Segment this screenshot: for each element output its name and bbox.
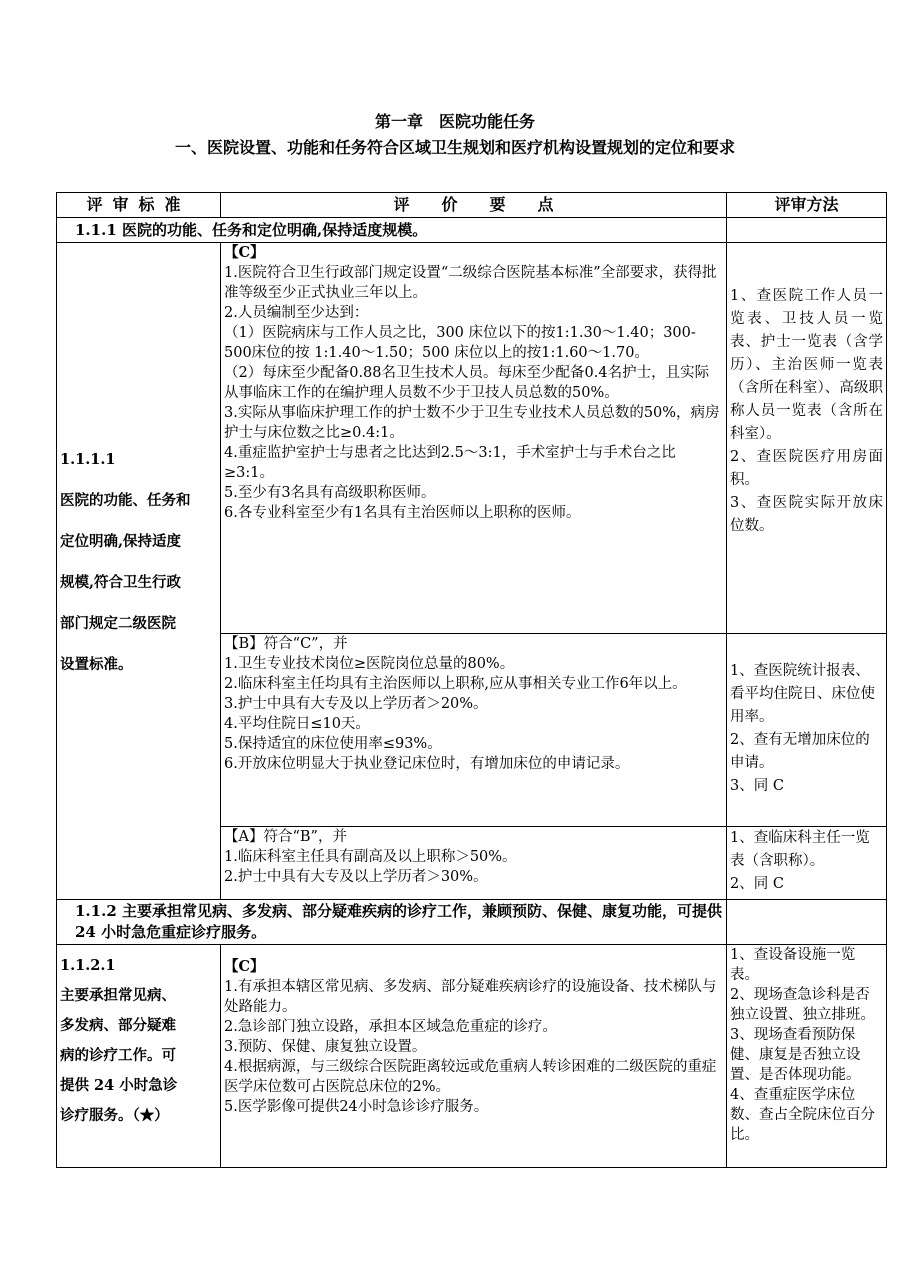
header-standard: 评审标准 <box>57 193 221 218</box>
standard-code: 1.1.1.1 <box>60 451 116 468</box>
section-heading-1-1-1: 1.1.1 医院的功能、任务和定位明确,保持适度规模。 <box>57 218 727 243</box>
review-table <box>56 192 887 1168</box>
list-item: 5.保持适宜的床位使用率≤93%。 <box>224 736 442 752</box>
section-heading-1-1-2: 1.1.2 主要承担常见病、多发病、部分疑难疾病的诊疗工作，兼顾预防、保健、康复功能，可提供 24 小时急危重症诊疗服务。 <box>57 900 727 945</box>
section-title: 一、医院设置、功能和任务符合区域卫生规划和医疗机构设置规划的定位和要求 <box>174 138 735 157</box>
list-item: 5.至少有3名具有高级职称医师。 <box>224 485 436 501</box>
grade-title: 【B】符合“C”，并 <box>224 636 348 652</box>
header-method: 评审方法 <box>727 193 887 218</box>
list-item: 3.实际从事临床护理工作的护士数不少于卫生专业技术人员总数的50%，病房护士与床位数之比≥0.4:1。 <box>224 405 720 441</box>
standard-line: 提供 24 小时急诊 <box>60 1077 178 1094</box>
grade-c-points <box>221 243 727 634</box>
standard-1-1-2-1 <box>57 945 221 1168</box>
standard-line: 主要承担常见病、 <box>60 987 176 1004</box>
chapter-title: 第一章 医院功能任务 <box>374 112 535 131</box>
list-item: 1.临床科室主任具有副高及以上职称＞50%。 <box>224 849 517 865</box>
list-item: 2.急诊部门独立设路，承担本区域急危重症的诊疗。 <box>224 1019 557 1035</box>
grade-b-method: 1、查医院统计报表、看平均住院日、床位使用率。 2、查有无增加床位的申请。 3、同 C <box>727 634 887 827</box>
table-header-row <box>57 193 887 218</box>
list-item: 5.医学影像可提供24小时急诊诊疗服务。 <box>224 1099 489 1115</box>
list-item: 2.护士中具有大专及以上学历者＞30%。 <box>224 869 488 885</box>
list-item: （1）医院病床与工作人员之比，300 床位以下的按1:1.30～1.40；300-500床位的按 1:1.40～1.50；500 床位以上的按1:1.60～1.70。 <box>224 325 696 361</box>
grade-title: 【C】 <box>224 958 265 975</box>
standard-line: 规模,符合卫生行政 <box>60 574 182 591</box>
list-item: 6.开放床位明显大于执业登记床位时，有增加床位的申请记录。 <box>224 756 630 772</box>
list-item: 6.各专业科室至少有1名具有主治医师以上职称的医师。 <box>224 505 581 521</box>
standard-line: 定位明确,保持适度 <box>60 533 182 550</box>
section-heading-empty <box>727 900 887 945</box>
header-points: 评 价 要 点 <box>221 193 727 218</box>
standard-line: 部门规定二级医院 <box>60 615 176 632</box>
table-row <box>57 243 887 634</box>
grade-b-points <box>221 634 727 827</box>
section-row-1 <box>57 218 887 243</box>
list-item: 3.预防、保健、康复独立设置。 <box>224 1039 427 1055</box>
standard-line: 诊疗服务。（★） <box>60 1107 169 1124</box>
list-item: 2.临床科室主任均具有主治医师以上职称,应从事相关专业工作6年以上。 <box>224 676 687 692</box>
standard-line: 医院的功能、任务和 <box>60 492 191 509</box>
standard-1-1-1-1 <box>57 243 221 900</box>
standard-line: 多发病、部分疑难 <box>60 1017 176 1034</box>
grade-a-method: 1、查临床科主任一览表（含职称）。 2、同 C <box>727 827 887 900</box>
section-heading-empty <box>727 218 887 243</box>
list-item: 4.重症监护室护士与患者之比达到2.5～3:1，手术室护士与手术台之比≥3:1。 <box>224 445 676 481</box>
list-item: 1.医院符合卫生行政部门规定设置“二级综合医院基本标准”全部要求，获得批准等级至少正式执业三年以上。 <box>224 265 717 301</box>
list-item: 4.根据病源，与三级综合医院距离较远或危重病人转诊困难的二级医院的重症医学床位数可占医院总床位的2%。 <box>224 1059 717 1095</box>
grade-c2-points <box>221 945 727 1168</box>
standard-line: 病的诊疗工作。可 <box>60 1047 176 1064</box>
list-item: （2）每床至少配备0.88名卫生技术人员。每床至少配备0.4名护士，且实际从事临床工作的在编护理人员数不少于卫技人员总数的50%。 <box>224 365 710 401</box>
table-row <box>57 945 887 1168</box>
list-item: 4.平均住院日≤10天。 <box>224 716 370 732</box>
grade-c2-method: 1、查设备设施一览表。 2、现场查急诊科是否独立设置、独立排班。 3、现场查看预防保健、康复是否独立设置、是否体现功能。 4、查重症医学床位数、查占全院床位百分比。 <box>727 945 887 1168</box>
list-item: 3.护士中具有大专及以上学历者＞20%。 <box>224 696 488 712</box>
grade-a-points <box>221 827 727 900</box>
standard-line: 设置标准。 <box>60 656 133 673</box>
standard-code: 1.1.2.1 <box>60 957 116 974</box>
list-item: 1.有承担本辖区常见病、多发病、部分疑难疾病诊疗的设施设备、技术梯队与处路能力。 <box>224 979 717 1015</box>
grade-title: 【A】符合“B”，并 <box>224 829 347 845</box>
grade-title: 【C】 <box>224 244 265 261</box>
grade-c-method: 1、查医院工作人员一览表、卫技人员一览表、护士一览表（含学历）、主治医师一览表（含所在科室）、高级职称人员一览表（含所在科室）。 2、查医院医疗用房面积。 3、查医院实际开放床位数。 <box>727 243 887 634</box>
list-item: 1.卫生专业技术岗位≥医院岗位总量的80%。 <box>224 656 515 672</box>
section-row-2 <box>57 900 887 945</box>
list-item: 2.人员编制至少达到： <box>224 305 369 321</box>
